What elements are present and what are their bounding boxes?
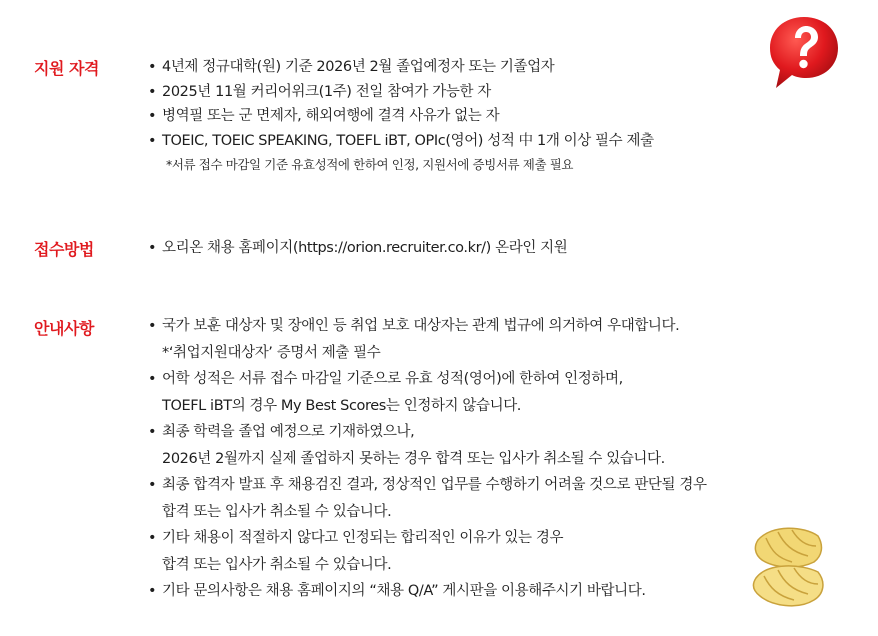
list-item: [148, 419, 707, 472]
qualifications-list: [148, 55, 654, 177]
list-item: • 2025년 11월 커리어위크(1주) 전일 참여가 가능한 자: [148, 80, 654, 105]
list-item: [148, 366, 707, 419]
notice-list: [148, 313, 707, 605]
notice-line: 기타 문의사항은 채용 홈페이지의 “채용 Q/A” 게시판을 이용해주시기 바랍니다.: [162, 583, 646, 599]
application-heading: 접수방법: [34, 240, 94, 259]
qualifications-heading: 지원 자격: [34, 59, 99, 78]
notice-line: 최종 학력을 졸업 예정으로 기재하였으나,: [162, 424, 415, 440]
list-item: • 4년제 정규대학(원) 기준 2026년 2월 졸업예정자 또는 기졸업자: [148, 55, 654, 80]
notice-subline: TOEFL iBT의 경우 My Best Scores는 인정하지 않습니다.: [162, 397, 522, 414]
list-item: • 오리온 채용 홈페이지(https://orion.recruiter.co.kr/) 온라인 지원: [148, 236, 567, 261]
notice-line: 국가 보훈 대상자 및 장애인 등 취업 보호 대상자는 관계 법규에 의거하여 우대합니다.: [162, 318, 680, 334]
question-bubble-icon: [768, 14, 840, 92]
application-list: [148, 236, 567, 261]
qualifications-note: *서류 접수 마감일 기준 유효성적에 한하여 인정, 지원서에 증빙서류 제출 필요: [166, 157, 574, 172]
notice-line: 기타 채용이 적절하지 않다고 인정되는 합리적인 이유가 있는 경우: [162, 530, 564, 546]
list-item: [148, 313, 707, 366]
list-item: • 병역필 또는 군 면제자, 해외여행에 결격 사유가 없는 자: [148, 104, 654, 129]
notice-heading: 안내사항: [34, 319, 94, 338]
snack-chips-icon: [752, 522, 828, 614]
notice-line: 최종 합격자 발표 후 채용검진 결과, 정상적인 업무를 수행하기 어려울 것으로 판단될 경우: [162, 477, 707, 493]
notice-subline: 2026년 2월까지 실제 졸업하지 못하는 경우 합격 또는 입사가 취소될 수 있습니다.: [162, 450, 665, 467]
list-item: [148, 578, 707, 605]
list-item: • TOEIC, TOEIC SPEAKING, TOEFL iBT, OPIc(영어) 성적 中 1개 이상 필수 제출: [148, 129, 654, 154]
list-item: [148, 525, 707, 578]
notice-line: 어학 성적은 서류 접수 마감일 기준으로 유효 성적(영어)에 한하여 인정하며,: [162, 371, 623, 387]
list-item: [148, 472, 707, 525]
notice-subline: *‘취업지원대상자’ 증명서 제출 필수: [162, 344, 381, 361]
notice-subline: 합격 또는 입사가 취소될 수 있습니다.: [162, 556, 392, 573]
notice-subline: 합격 또는 입사가 취소될 수 있습니다.: [162, 503, 392, 520]
